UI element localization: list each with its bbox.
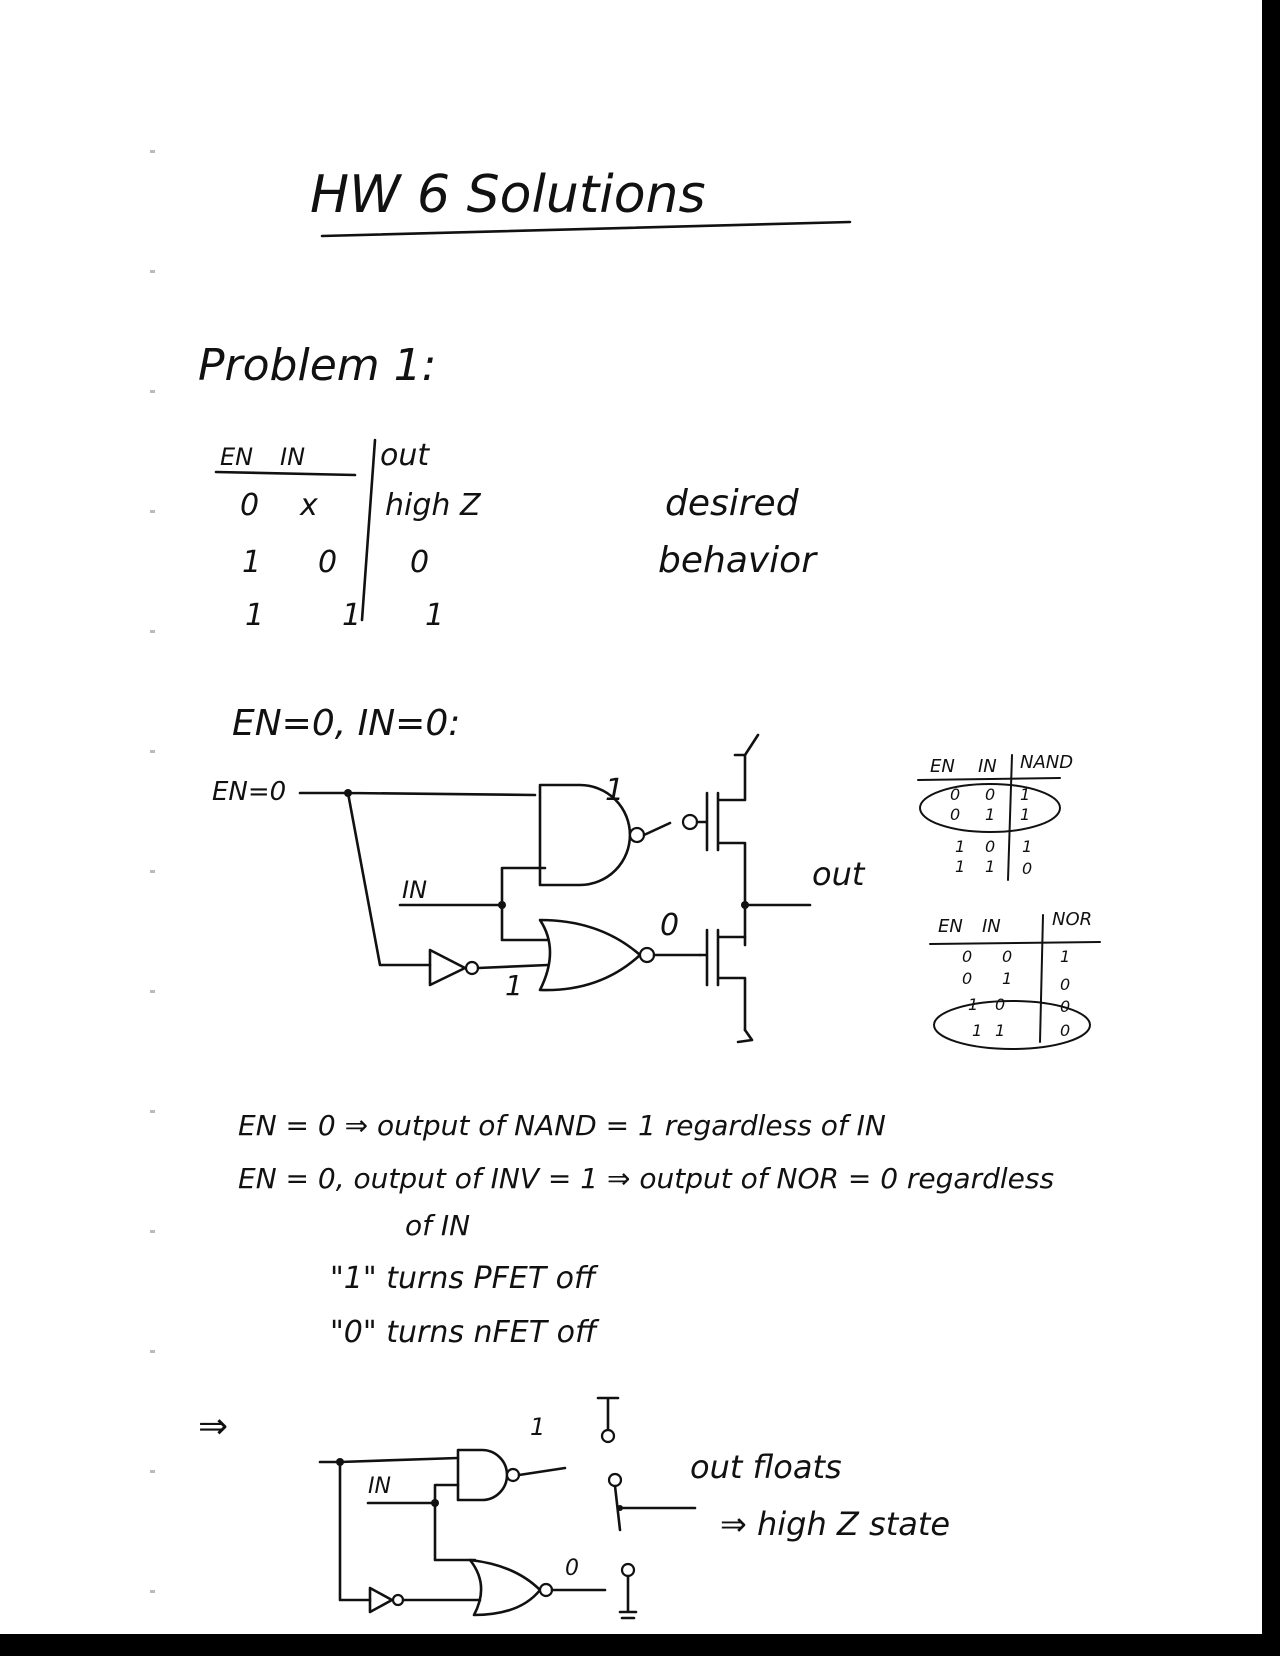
bottom-edge-shadow: [0, 1634, 1280, 1656]
tt-row1-in: x: [300, 488, 318, 523]
nand-r2-in: 1: [985, 805, 996, 824]
nor-truth-table: [930, 909, 1100, 1049]
case-label: EN=0, IN=0:: [232, 703, 461, 744]
nand-h-out: NAND: [1020, 752, 1074, 773]
nand-r3-out: 1: [1022, 837, 1033, 856]
tt-header-out: out: [380, 438, 430, 473]
c1-en-node: [344, 789, 352, 797]
c2-inverter: [370, 1588, 392, 1612]
nand-r4-en: 1: [955, 857, 966, 876]
nand-col-rule: [1008, 755, 1012, 880]
tt-row1-en: 0: [240, 488, 260, 523]
nor-h-en: EN: [938, 916, 963, 937]
tt-row2-out: 0: [410, 545, 430, 580]
tt-row2-in: 0: [318, 545, 338, 580]
c2-pfet-open: [609, 1474, 621, 1486]
nor-r2-out: 0: [1060, 975, 1071, 994]
nand-r1-in: 0: [985, 785, 996, 804]
c2-ground: [620, 1576, 636, 1618]
c2-nfet-open: [622, 1564, 634, 1576]
nor-r1-in: 0: [1002, 947, 1013, 966]
c1-ground: [738, 1030, 752, 1042]
nor-r4-out: 0: [1060, 1021, 1071, 1040]
nand-r4-out: 0: [1022, 859, 1033, 878]
tt-row3-in: 1: [342, 598, 362, 633]
c2-inverter-bubble: [393, 1595, 403, 1605]
explanation-line-3: of IN: [405, 1209, 471, 1242]
page-title: HW 6 Solutions: [310, 165, 706, 225]
tt-header-in: IN: [280, 443, 306, 471]
nand-r2-en: 0: [950, 805, 961, 824]
nor-r1-en: 0: [962, 947, 973, 966]
tt-column-rule: [362, 440, 375, 620]
c1-nor-bubble: [640, 948, 654, 962]
c2-nand-wire: [519, 1468, 565, 1475]
right-edge-shadow: [1262, 0, 1280, 1656]
c1-pfet-gate-bubble: [683, 815, 697, 829]
nand-h-in: IN: [978, 756, 997, 777]
c1-nor-gate: [540, 920, 640, 990]
nand-r4-in: 1: [985, 857, 996, 876]
c1-nand-wire: [644, 823, 670, 835]
c1-inv-out: 1: [505, 969, 523, 1002]
explanation-line-5: "0" turns nFET off: [330, 1315, 597, 1350]
c1-out-node: [741, 901, 749, 909]
c1-nand-bubble: [630, 828, 644, 842]
c2-nor-out: 0: [565, 1556, 579, 1581]
c2-top-contact: [602, 1430, 614, 1442]
nor-col-rule: [1040, 915, 1043, 1042]
c2-out-node: [617, 1505, 623, 1511]
c2-vdd: [598, 1398, 618, 1430]
c2-arrow: ⇒: [198, 1406, 229, 1447]
c1-out-label: out: [812, 855, 865, 893]
c1-inverter-wire: [478, 965, 548, 968]
nor-r4-en: 1: [972, 1021, 983, 1040]
nor-r1-out: 1: [1060, 947, 1071, 966]
nor-h-in: IN: [982, 916, 1001, 937]
c2-out-note-2: ⇒ high Z state: [720, 1505, 951, 1543]
tt-row3-en: 1: [245, 598, 265, 633]
nand-r2-out: 1: [1020, 805, 1031, 824]
problem-label: Problem 1:: [198, 340, 437, 391]
nand-r1-out: 1: [1020, 785, 1031, 804]
c1-pfet: [697, 755, 745, 945]
nor-h-out: NOR: [1052, 909, 1093, 930]
tt-row2-en: 1: [242, 545, 262, 580]
nor-r4-in: 1: [995, 1021, 1006, 1040]
c1-vdd: [735, 735, 758, 755]
c2-nand-out: 1: [530, 1413, 546, 1441]
c2-out-note-1: out floats: [690, 1448, 842, 1486]
tt-row1-out: high Z: [385, 488, 481, 523]
tt-row3-out: 1: [425, 598, 445, 633]
nand-r3-en: 1: [955, 837, 966, 856]
c1-nand-out: 1: [605, 773, 625, 808]
explanation-line-1: EN = 0 ⇒ output of NAND = 1 regardless of IN: [238, 1109, 886, 1142]
c2-nand-gate: [458, 1450, 507, 1500]
c1-inverter: [430, 950, 465, 985]
nor-h-rule: [930, 942, 1100, 944]
nand-h-rule: [918, 778, 1060, 780]
c2-nor-gate: [470, 1560, 540, 1615]
c1-en-label: EN=0: [212, 777, 287, 807]
nor-r3-out: 0: [1060, 997, 1071, 1016]
desired-note-line2: behavior: [658, 540, 817, 581]
explanation-line-2: EN = 0, output of INV = 1 ⇒ output of NOR = 0 regardless: [238, 1162, 1055, 1195]
c1-in-node: [498, 901, 506, 909]
c2-out-wire: [615, 1486, 695, 1530]
nand-truth-table: [918, 752, 1073, 880]
c2-nand-bubble: [507, 1469, 519, 1481]
nor-r2-in: 1: [1002, 969, 1013, 988]
nor-r3-in: 0: [995, 995, 1006, 1014]
tristate-circuit-2: [198, 1398, 950, 1618]
c2-in-label: IN: [368, 1474, 391, 1499]
desired-note-line1: desired: [665, 483, 799, 524]
c2-en-node: [336, 1458, 344, 1466]
nor-r3-en: 1: [968, 995, 979, 1014]
desired-truth-table: [216, 438, 482, 633]
c1-nfet: [700, 930, 745, 1030]
nand-r3-in: 0: [985, 837, 996, 856]
c2-nor-bubble: [540, 1584, 552, 1596]
nand-h-en: EN: [930, 756, 955, 777]
c1-inverter-bubble: [466, 962, 478, 974]
c2-in-node: [431, 1499, 439, 1507]
c1-nor-out: 0: [660, 908, 680, 943]
explanation-line-4: "1" turns PFET off: [330, 1261, 596, 1296]
tristate-circuit-1: [212, 735, 866, 1042]
left-margin-perforation: [150, 150, 155, 1593]
c1-in-label: IN: [402, 876, 428, 904]
nand-r1-en: 0: [950, 785, 961, 804]
tt-header-rule: [216, 472, 355, 475]
nor-r2-en: 0: [962, 969, 973, 988]
tt-header-en: EN: [220, 443, 254, 471]
